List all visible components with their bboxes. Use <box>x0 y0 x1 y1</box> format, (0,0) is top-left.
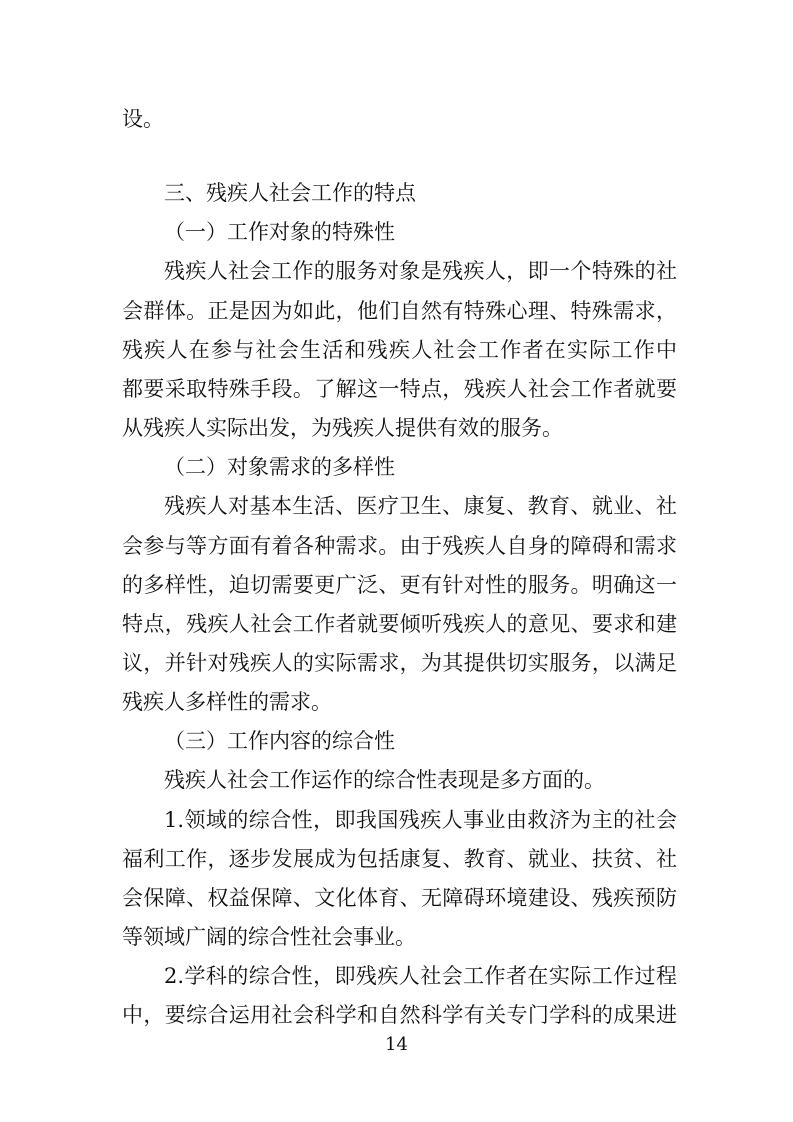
page-number: 14 <box>385 1034 408 1055</box>
paragraph-line: 残疾人社会工作运作的综合性表现是多方面的。 <box>164 768 605 792</box>
list-item-line: 2.学科的综合性，即残疾人社会工作者在实际工作过程 <box>164 964 677 988</box>
section-heading: 三、残疾人社会工作的特点 <box>164 181 416 205</box>
paragraph-line: 会群体。正是因为如此，他们自然有特殊心理、特殊需求， <box>122 299 677 323</box>
paragraph-line: 残疾人社会工作的服务对象是残疾人，即一个特殊的社 <box>164 259 677 283</box>
paragraph-line: 都要采取特殊手段。了解这一特点，残疾人社会工作者就要 <box>122 377 677 401</box>
paragraph-line: 的多样性，迫切需要更广泛、更有针对性的服务。明确这一 <box>122 573 677 597</box>
paragraph-line: 残疾人多样性的需求。 <box>122 690 332 714</box>
subsection-heading-1: （一）工作对象的特殊性 <box>164 220 395 244</box>
subsection-heading-3: （三）工作内容的综合性 <box>164 729 395 753</box>
list-item-line: 1.领域的综合性，即我国残疾人事业由救济为主的社会 <box>164 808 677 832</box>
list-item-line: 会保障、权益保障、文化体育、无障碍环境建设、残疾预防 <box>122 886 677 910</box>
paragraph-line: 残疾人在参与社会生活和残疾人社会工作者在实际工作中 <box>122 338 677 362</box>
paragraph-line: 残疾人对基本生活、医疗卫生、康复、教育、就业、社 <box>164 494 677 518</box>
paragraph-line: 会参与等方面有着各种需求。由于残疾人自身的障碍和需求 <box>122 534 677 558</box>
paragraph-line: 特点，残疾人社会工作者就要倾听残疾人的意见、要求和建 <box>122 612 677 636</box>
paragraph-line: 从残疾人实际出发，为残疾人提供有效的服务。 <box>122 416 563 440</box>
paragraph-line: 议，并针对残疾人的实际需求，为其提供切实服务，以满足 <box>122 651 677 675</box>
paragraph-line-continuation: 设。 <box>122 107 164 131</box>
subsection-heading-2: （二）对象需求的多样性 <box>164 455 395 479</box>
list-item-line: 福利工作，逐步发展成为包括康复、教育、就业、扶贫、社 <box>122 847 677 871</box>
list-item-line: 等领域广阔的综合性社会事业。 <box>122 925 416 949</box>
list-item-line: 中，要综合运用社会科学和自然科学有关专门学科的成果进 <box>122 1003 677 1027</box>
